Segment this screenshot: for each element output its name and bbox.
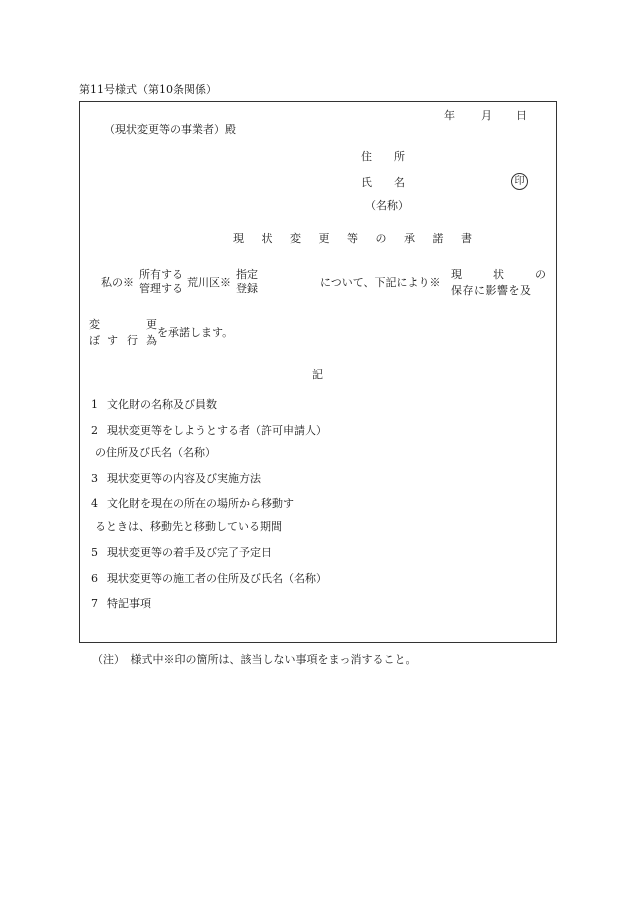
item-text: 現状変更等をしようとする者（許可申請人） bbox=[107, 424, 327, 437]
date-year-label: 年 bbox=[444, 109, 455, 122]
item-text-continuation: るときは、移動先と移動している期間 bbox=[95, 520, 282, 533]
body-row3-col1-bottom: ぼ bbox=[89, 334, 100, 347]
org-name-label: （名称） bbox=[365, 199, 409, 212]
body-row1-c: の bbox=[535, 268, 546, 281]
body-row3-col3-bottom: 行 bbox=[127, 334, 138, 347]
body-row3-col1-top: 変 bbox=[89, 318, 100, 331]
document-title: 現 状 変 更 等 の 承 諾 書 bbox=[233, 232, 479, 245]
date-month-label: 月 bbox=[481, 109, 492, 122]
item-text: 現状変更等の着手及び完了予定日 bbox=[107, 546, 272, 559]
item-number: 2 bbox=[91, 424, 98, 437]
body-row1-b: 状 bbox=[493, 268, 504, 281]
ownership-option-own: 所有する bbox=[139, 268, 183, 281]
body-row2: 保存に影響を及 bbox=[451, 284, 532, 297]
item-text: 文化財を現在の所在の場所から移動す bbox=[107, 497, 294, 510]
body-prefix: 私の※ bbox=[101, 276, 134, 289]
item-text-continuation: の住所及び氏名（名称） bbox=[95, 446, 216, 459]
item-text: 特記事項 bbox=[107, 597, 151, 610]
footnote: （注） 様式中※印の箇所は、該当しない事項をまっ消すること。 bbox=[92, 653, 417, 666]
form-number: 第11号様式（第10条関係） bbox=[79, 83, 217, 96]
item-text: 現状変更等の施工者の住所及び氏名（名称） bbox=[107, 572, 327, 585]
body-row3-col2-bottom: す bbox=[107, 334, 118, 347]
item-text: 現状変更等の内容及び実施方法 bbox=[107, 472, 261, 485]
body-regarding: について、下記により※ bbox=[320, 276, 441, 289]
address-label: 住 所 bbox=[361, 150, 405, 163]
seal-mark: 印 bbox=[511, 173, 528, 190]
record-heading: 記 bbox=[312, 368, 323, 381]
ownership-options bbox=[139, 268, 183, 296]
item-number: 6 bbox=[91, 572, 98, 585]
ownership-option-manage: 管理する bbox=[139, 282, 183, 295]
item-number: 5 bbox=[91, 546, 98, 559]
body-row1-a: 現 bbox=[451, 268, 462, 281]
item-number: 1 bbox=[91, 398, 98, 411]
ward-name: 荒川区※ bbox=[187, 276, 231, 289]
body-row3-col4-top: 更 bbox=[146, 318, 157, 331]
item-number: 4 bbox=[91, 497, 98, 510]
body-tail: を承諾します。 bbox=[157, 326, 234, 339]
name-label: 氏 名 bbox=[361, 176, 405, 189]
designation-options bbox=[236, 268, 258, 296]
item-text: 文化財の名称及び員数 bbox=[107, 398, 217, 411]
body-row3-col4-bottom: 為 bbox=[146, 334, 157, 347]
item-number: 3 bbox=[91, 472, 98, 485]
item-number: 7 bbox=[91, 597, 98, 610]
designation-option-registered: 登録 bbox=[236, 282, 258, 295]
date-day-label: 日 bbox=[516, 109, 527, 122]
designation-option-designated: 指定 bbox=[236, 268, 258, 281]
addressee: （現状変更等の事業者）殿 bbox=[104, 123, 236, 136]
